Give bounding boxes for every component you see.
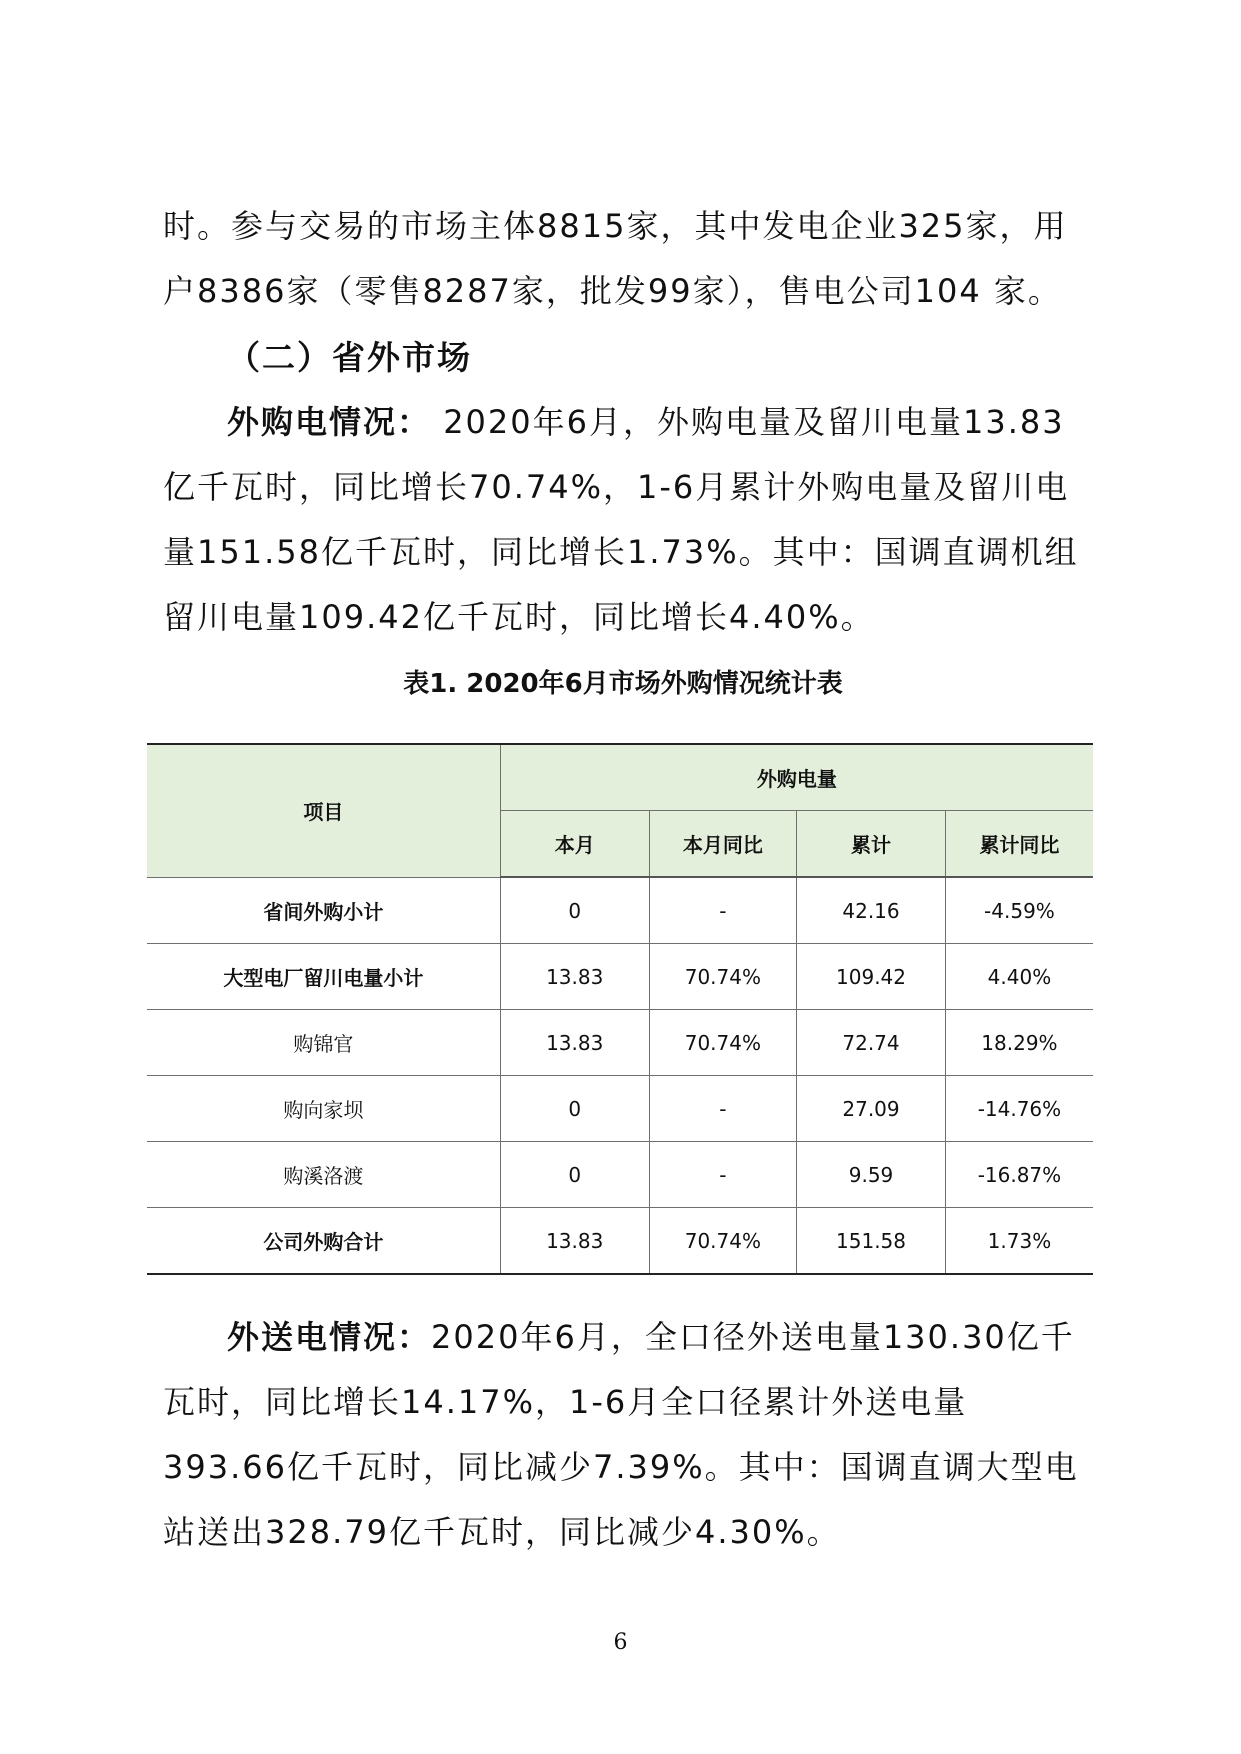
column-header: 本月 <box>500 811 649 878</box>
header-group: 外购电量 <box>500 744 1093 811</box>
cell: -4.59% <box>945 877 1093 944</box>
section-heading-outside-market: （二）省外市场 <box>227 338 472 377</box>
cell: 4.40% <box>945 944 1093 1010</box>
row-name: 省间外购小计 <box>147 877 500 944</box>
row-name: 购向家坝 <box>147 1076 500 1142</box>
table-row <box>147 944 1093 1010</box>
cell: 27.09 <box>797 1076 946 1142</box>
row-name: 大型电厂留川电量小计 <box>147 944 500 1010</box>
purchase-statistics-table <box>147 743 1093 1275</box>
table-row <box>147 1076 1093 1142</box>
cell: 18.29% <box>945 1010 1093 1076</box>
cell: 72.74 <box>797 1010 946 1076</box>
paragraph-sent-out-electricity <box>163 1305 1083 1565</box>
cell: 9.59 <box>797 1142 946 1208</box>
row-name: 购锦官 <box>147 1010 500 1076</box>
cell: 70.74% <box>649 944 797 1010</box>
paragraph-body: 2020年6月，外购电量及留川电量13.83亿千瓦时，同比增长70.74%，1-6月累计外购电量及留川电量151.58亿千瓦时，同比增长1.73%。其中：国调直调机组留川电量109.42亿千瓦时，同比增长4.40%。 <box>163 403 1079 636</box>
cell: 0 <box>500 1142 649 1208</box>
row-name: 公司外购合计 <box>147 1208 500 1275</box>
cell: 13.83 <box>500 1208 649 1275</box>
paragraph-purchased-electricity <box>163 390 1083 650</box>
cell: - <box>649 1142 797 1208</box>
cell: 151.58 <box>797 1208 946 1275</box>
table-row <box>147 1142 1093 1208</box>
cell: 1.73% <box>945 1208 1093 1275</box>
table-row <box>147 1208 1093 1275</box>
page-number: 6 <box>613 1630 628 1655</box>
table-row <box>147 877 1093 944</box>
cell: 42.16 <box>797 877 946 944</box>
column-header: 累计同比 <box>945 811 1093 878</box>
cell: 109.42 <box>797 944 946 1010</box>
paragraph-lead: 外送电情况： <box>227 1318 432 1356</box>
cell: -16.87% <box>945 1142 1093 1208</box>
cell: - <box>649 877 797 944</box>
cell: 70.74% <box>649 1208 797 1275</box>
cell: - <box>649 1076 797 1142</box>
column-header: 本月同比 <box>649 811 797 878</box>
table-caption: 表1. 2020年6月市场外购情况统计表 <box>403 669 843 699</box>
cell: 0 <box>500 1076 649 1142</box>
paragraph-market-participants: 时。参与交易的市场主体8815家，其中发电企业325家，用户8386家（零售8287家，批发99家），售电公司104 家。 <box>163 207 1068 310</box>
paragraph-lead: 外购电情况： <box>227 403 432 441</box>
cell: 13.83 <box>500 1010 649 1076</box>
table-row <box>147 1010 1093 1076</box>
paragraph-body: 2020年6月，全口径外送电量130.30亿千瓦时，同比增长14.17%，1-6月全口径累计外送电量393.66亿千瓦时，同比减少7.39%。其中：国调直调大型电站送出328.79亿千瓦时，同比减少4.30%。 <box>163 1318 1079 1551</box>
column-header: 累计 <box>797 811 946 878</box>
cell: -14.76% <box>945 1076 1093 1142</box>
row-name: 购溪洛渡 <box>147 1142 500 1208</box>
cell: 0 <box>500 877 649 944</box>
cell: 13.83 <box>500 944 649 1010</box>
header-item: 项目 <box>147 744 500 877</box>
cell: 70.74% <box>649 1010 797 1076</box>
